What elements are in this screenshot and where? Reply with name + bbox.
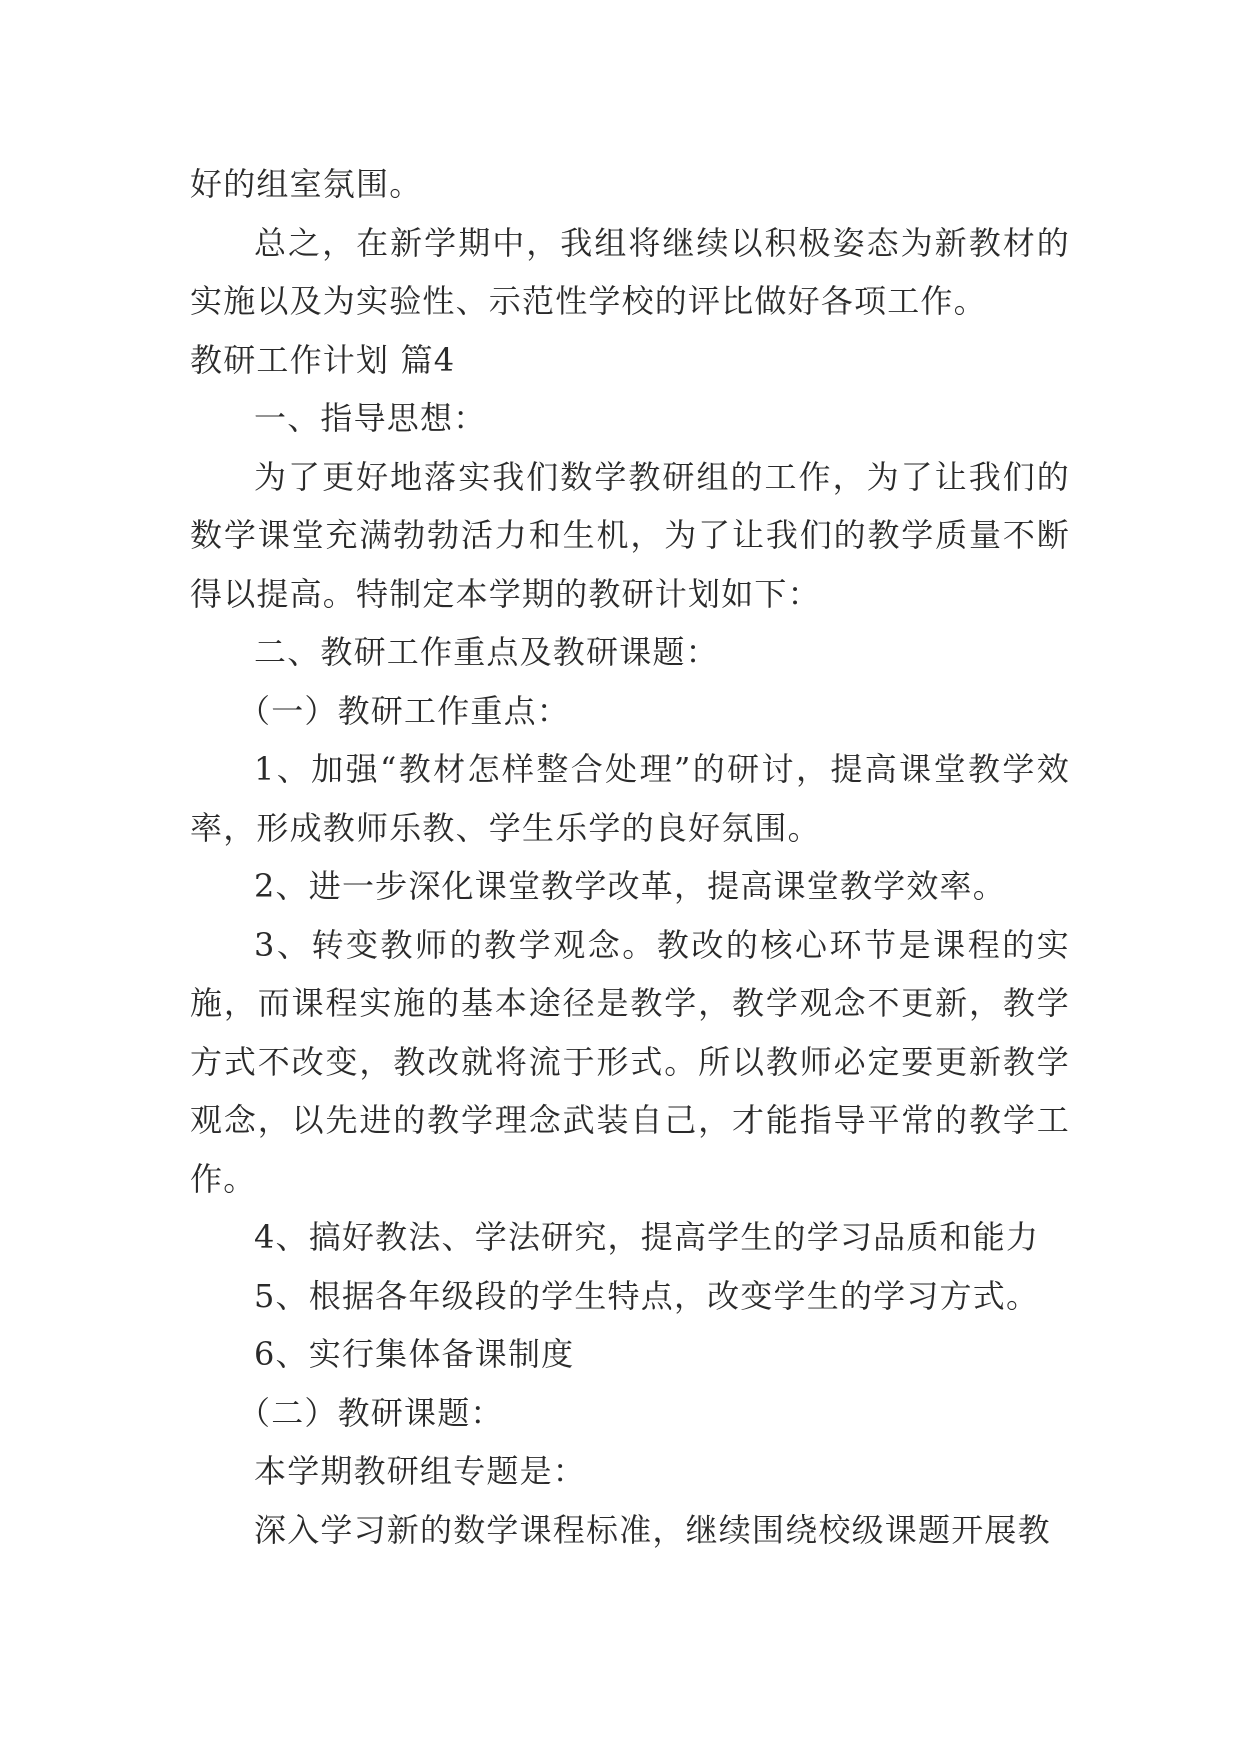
paragraph-purpose: 为了更好地落实我们数学教研组的工作，为了让我们的数学课堂充满勃勃活力和生机，为了让我们的教学质量不断得以提高。特制定本学期的教研计划如下： xyxy=(190,457,1070,613)
list-item-2: 2、进一步深化课堂教学改革，提高课堂教学效率。 xyxy=(254,867,1006,905)
list-item-3: 3、转变教师的教学观念。教改的核心环节是课程的实施，而课程实施的基本途径是教学，教学观念不更新，教学方式不改变，教改就将流于形式。所以教师必定要更新教学观念，以先进的教学理念武装自己，才能指导平常的教学工作。 xyxy=(190,925,1070,1198)
subheading-topics: （二）教研课题： xyxy=(238,1393,504,1432)
heading-focus-and-topics: 二、教研工作重点及教研课题： xyxy=(254,633,719,671)
document-body xyxy=(190,155,1070,1559)
paragraph-topic-body: 深入学习新的数学课程标准，继续围绕校级课题开展教 xyxy=(254,1510,1051,1549)
paragraph-topic-intro: 本学期教研组专题是： xyxy=(254,1452,587,1490)
list-item-5: 5、根据各年级段的学生特点，改变学生的学习方式。 xyxy=(254,1276,1040,1315)
paragraph-1: 好的组室氛围。 xyxy=(190,165,423,203)
section-heading: 教研工作计划 篇4 xyxy=(190,340,456,379)
subheading-focus: （一）教研工作重点： xyxy=(238,691,571,730)
list-item-4: 4、搞好教法、学法研究，提高学生的学习品质和能力 xyxy=(254,1218,1040,1256)
heading-guiding-ideology: 一、指导思想： xyxy=(254,399,487,437)
list-item-6: 6、实行集体备课制度 xyxy=(254,1335,575,1373)
list-item-1: 1、加强“教材怎样整合处理”的研讨，提高课堂教学效率，形成教师乐教、学生乐学的良好氛围。 xyxy=(190,750,1070,847)
paragraph-2: 总之，在新学期中，我组将继续以积极姿态为新教材的实施以及为实验性、示范性学校的评比做好各项工作。 xyxy=(190,223,1070,320)
